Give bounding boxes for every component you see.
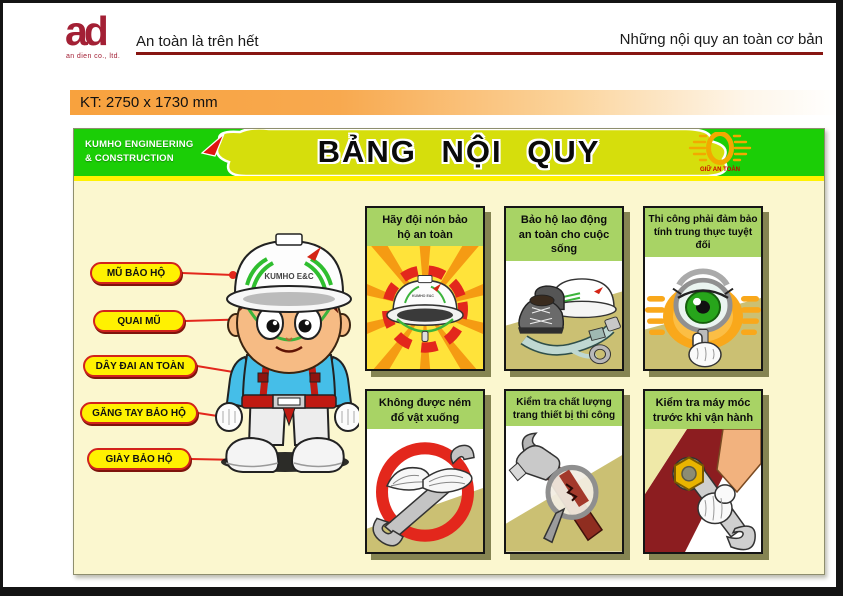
company-logo: ad: [65, 8, 105, 54]
rule-card-integrity: [643, 206, 763, 371]
company-name-line1: KUMHO ENGINEERING: [85, 139, 194, 150]
equipment-label-chinstrap: QUAI MŨ: [93, 310, 185, 332]
svg-text:KUMHO E&C: KUMHO E&C: [411, 293, 435, 298]
rule-card-no-throwing: [365, 389, 485, 554]
no-throwing-illustration: [367, 429, 483, 552]
rule-card-title: Không được ném đổ vật xuống: [367, 391, 483, 429]
rule-card-check-machines: [643, 389, 763, 554]
rule-card-ppe-for-life: [504, 206, 624, 371]
helmet-sunburst-illustration: [367, 246, 483, 369]
rule-card-title: Thi công phải đảm bảo tính trung thực tuyệt đối: [645, 208, 761, 257]
dimension-bar: KT: 2750 x 1730 mm: [70, 90, 840, 115]
safety-logo-caption: GIỮ AN TOÀN: [700, 167, 740, 173]
board-title: BẢNG NỘI QUY: [317, 134, 601, 169]
rule-card-title: Bảo hộ lao động an toàn cho cuộc sống: [506, 208, 622, 261]
equipment-label-harness: DÂY ĐAI AN TOÀN: [83, 355, 197, 377]
letterhead-divider: [136, 52, 823, 55]
safety-board: [73, 128, 825, 575]
equipment-label-boots: GIÀY BẢO HỘ: [87, 448, 191, 470]
equipment-label-gloves: GĂNG TAY BẢO HỘ: [80, 402, 198, 424]
rule-card-title: Kiểm tra chất lượng trang thiết bị thi công: [506, 391, 622, 426]
rule-card-check-equipment: [504, 389, 624, 554]
letterhead-slogan-left: An toàn là trên hết: [136, 33, 259, 50]
equipment-label-helmet: MŨ BẢO HỘ: [90, 262, 182, 284]
inspect-hammer-illustration: [506, 426, 622, 552]
character-helmet-text: KUMHO E&C: [264, 272, 314, 281]
wrench-check-illustration: [645, 429, 761, 552]
rule-card-title: Hãy đội nón bảo hộ an toàn: [367, 208, 483, 246]
company-name-line2: & CONSTRUCTION: [85, 152, 174, 164]
rule-card-title: Kiểm tra máy móc trước khi vận hành: [645, 391, 761, 429]
company-logo-subtext: an dien co., ltd.: [66, 53, 121, 60]
eye-magnifier-illustration: [645, 257, 761, 369]
letterhead-slogan-right: Những nội quy an toàn cơ bản: [619, 31, 823, 48]
safety-worker-character: [189, 229, 359, 499]
rule-card-wear-helmet: [365, 206, 485, 371]
ppe-set-illustration: [506, 261, 622, 369]
